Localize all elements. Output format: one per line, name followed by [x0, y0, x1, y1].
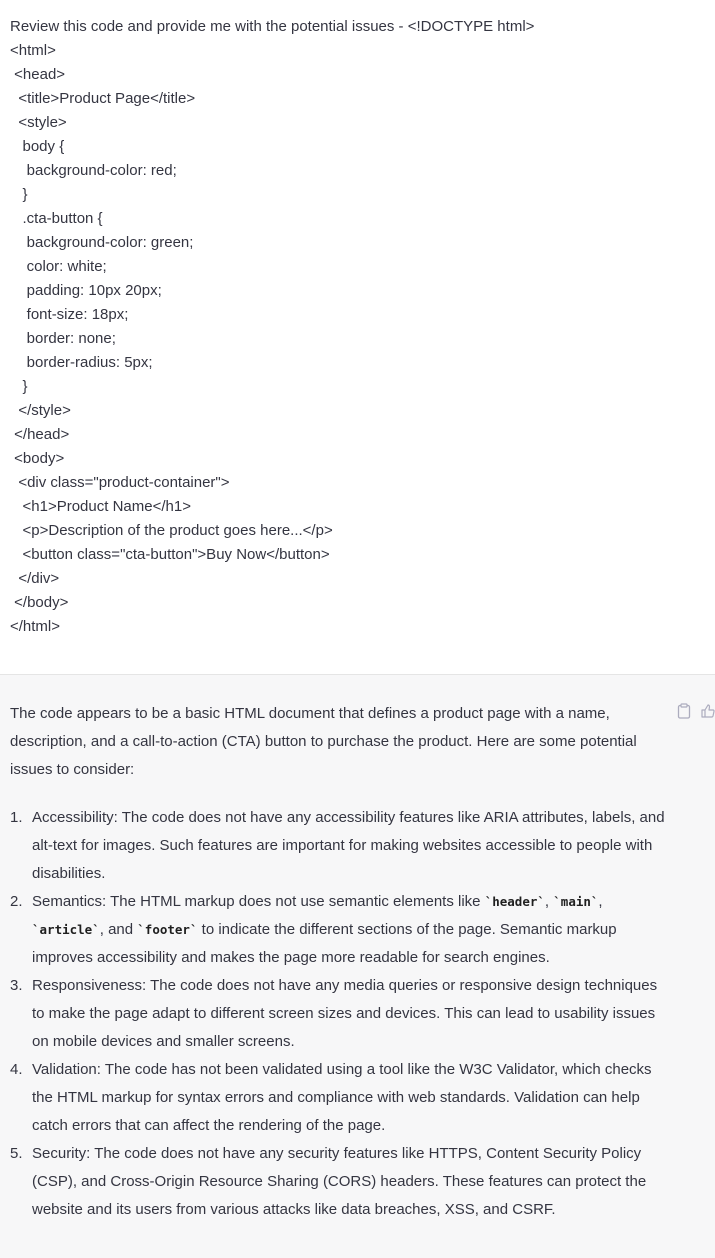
list-item-number: 2. [10, 893, 23, 910]
list-item: Security: The code does not have any security features like HTTPS, Content Security Policy (CSP), and Cross-Origin Resource Sharing (CORS) headers. These features can protect the website and its users from various attacks like data breaches, XSS, and CSRF. [32, 1145, 647, 1218]
copy-button[interactable] [675, 702, 693, 720]
list-item-number: 4. [10, 1061, 23, 1078]
user-message-line: .cta-button { [10, 210, 103, 227]
user-message-line: } [10, 186, 28, 203]
user-message-line: <div class="product-container"> [10, 474, 230, 491]
user-message-line: body { [10, 138, 65, 155]
list-item-number: 1. [10, 809, 23, 826]
user-message-line: font-size: 18px; [10, 306, 129, 323]
inline-code: `article` [32, 922, 100, 937]
list-item-text: , [598, 893, 603, 910]
user-message-line: <button class="cta-button">Buy Now</button> [10, 546, 330, 563]
assistant-intro: The code appears to be a basic HTML document that defines a product page with a name, description, and a call-to-action (CTA) button to purchase the product. Here are some potential issues to consider: [10, 705, 637, 778]
user-message-line: <style> [10, 114, 67, 131]
list-item-text: to indicate the different sections of the page. Semantic markup improves accessibility and makes the page more readable for search engines. [32, 921, 617, 966]
user-message-line: <body> [10, 450, 65, 467]
list-item-text: , and [99, 921, 138, 938]
user-message-line: <h1>Product Name</h1> [10, 498, 191, 515]
user-message-line: <title>Product Page</title> [10, 90, 196, 107]
user-message-line: </head> [10, 426, 70, 443]
list-item: Responsiveness: The code does not have any media queries or responsive design techniques to make the page adapt to different screen sizes and devices. This can lead to usability issues on mobile devices and smaller screens. [32, 977, 658, 1050]
user-message-line: background-color: green; [10, 234, 194, 251]
user-message-line: border-radius: 5px; [10, 354, 153, 371]
user-message-line: <head> [10, 66, 66, 83]
user-message-line: <html> [10, 42, 56, 59]
thumbs-up-button[interactable] [699, 702, 715, 720]
inline-code: `main` [553, 894, 599, 909]
list-item [32, 888, 672, 972]
list-item-number: 5. [10, 1145, 23, 1162]
user-message-line: </div> [10, 570, 60, 587]
list-item-text: Semantics: The HTML markup does not use semantic elements like [32, 893, 485, 910]
user-message-line: border: none; [10, 330, 116, 347]
list-item: Validation: The code has not been validated using a tool like the W3C Validator, which checks the HTML markup for syntax errors and compliance with web standards. Validation can help catch errors that can affect the rendering of the page. [32, 1061, 652, 1134]
list-item: Accessibility: The code does not have any accessibility features like ARIA attributes, labels, and alt-text for images. Such features are important for making websites accessible to people with disabilities. [32, 809, 665, 882]
user-message-line: </html> [10, 618, 61, 635]
user-message-line: </body> [10, 594, 69, 611]
user-message-line: padding: 10px 20px; [10, 282, 162, 299]
list-item-number: 3. [10, 977, 23, 994]
inline-code: `footer` [137, 922, 198, 937]
inline-code: `header` [484, 894, 545, 909]
list-item-text: , [544, 893, 554, 910]
user-message-line: Review this code and provide me with the potential issues - <!DOCTYPE html> [10, 18, 535, 35]
user-message-line: } [10, 378, 28, 395]
thumbs-up-icon [700, 703, 715, 719]
user-message-line: <p>Description of the product goes here...</p> [10, 522, 333, 539]
user-message-line: color: white; [10, 258, 107, 275]
user-message-line: </style> [10, 402, 71, 419]
user-message-line: background-color: red; [10, 162, 177, 179]
clipboard-icon [677, 703, 691, 719]
